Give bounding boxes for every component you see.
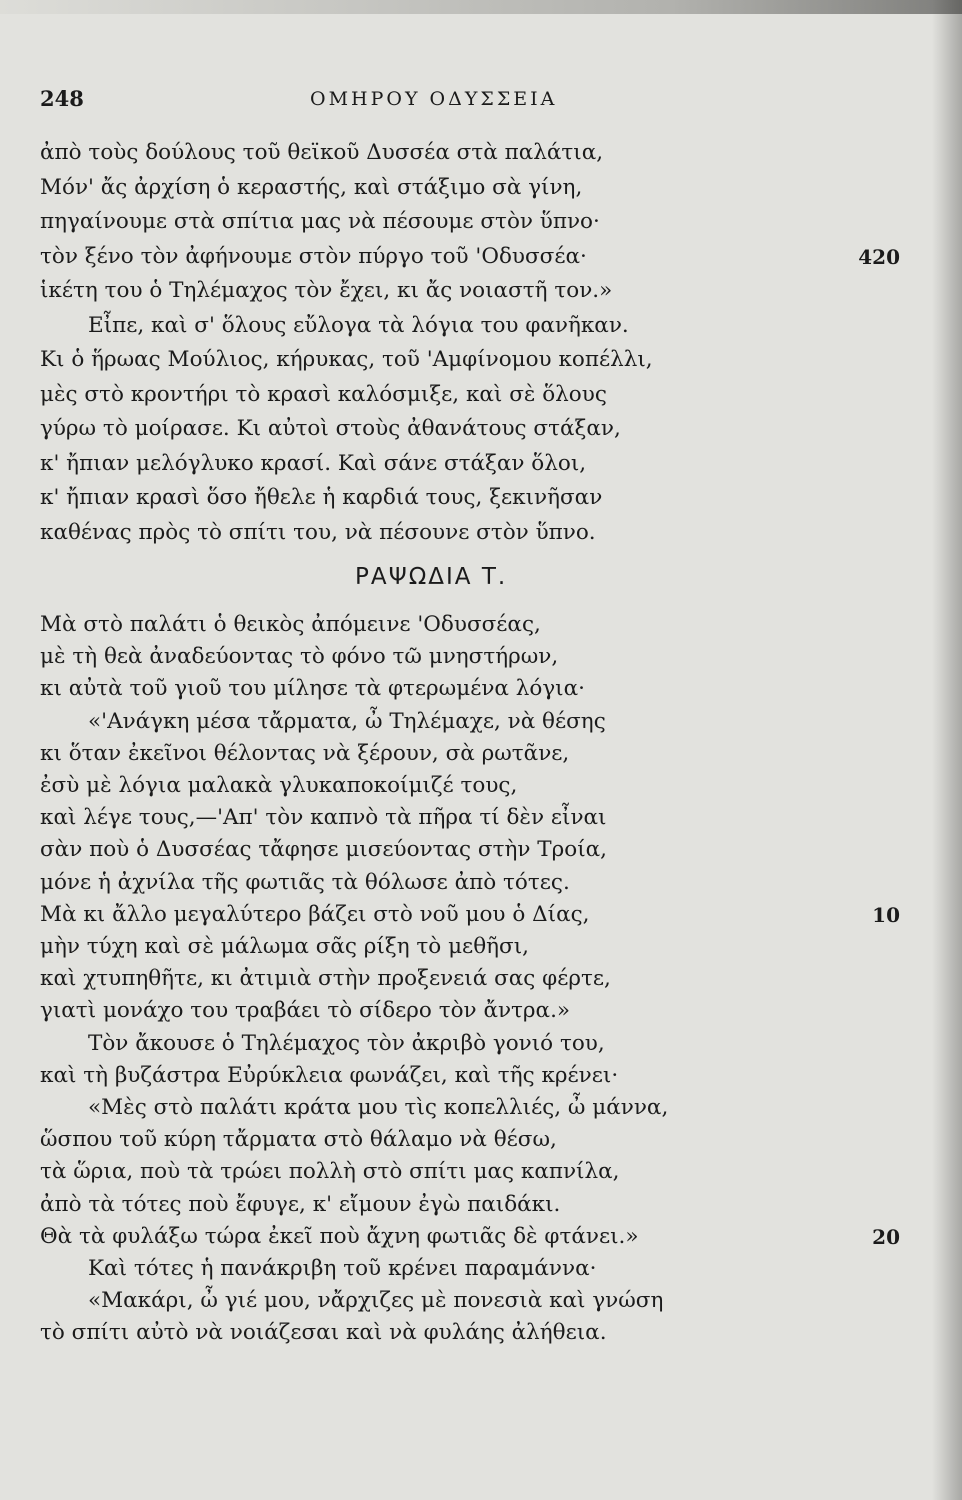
verse-line: τὸν ξένο τὸν ἀφήνουμε στὸν πύργο τοῦ 'Οδυσσέα· [40, 243, 587, 269]
verse-line: «'Ανάγκη μέσα τἄρματα, ὦ Τηλέμαχε, νὰ θέσης [88, 708, 606, 734]
book-page [40, 86, 900, 1346]
verse-line: τὸ σπίτι αὐτὸ νὰ νοιάζεσαι καὶ νὰ φυλάης ἀλήθεια. [40, 1320, 607, 1346]
line-number: 420 [858, 244, 900, 269]
verse-line: ὥσπου τοῦ κύρη τἄρματα στὸ θάλαμο νὰ θέσω, [40, 1127, 557, 1153]
verse-line: μόνε ἡ ἀχνίλα τῆς φωτιᾶς τὰ θόλωσε ἀπὸ τότες. [40, 869, 570, 895]
verse-line: μὴν τύχη καὶ σὲ μάλωμα σᾶς ρίξη τὸ μεθῆσι, [40, 934, 529, 959]
verse-line: πηγαίνουμε στὰ σπίτια μας νὰ πέσουμε στὸν ὕπνο· [40, 209, 600, 234]
verse-line: Μόν' ἄς ἀρχίση ὁ κεραστής, καὶ στάξιμο σὰ γίνη, [40, 174, 583, 200]
section-title: ΡΑΨΩΔΙΑ Τ. [355, 564, 508, 590]
verse-line: κ' ἤπιαν κρασὶ ὅσο ἤθελε ἡ καρδιά τους, ξεκινῆσαν [40, 485, 603, 510]
running-title: ΟΜΗΡΟΥ ΟΔΥΣΣΕΙΑ [310, 88, 558, 110]
verse-line: ἀπὸ τοὺς δούλους τοῦ θεϊκοῦ Δυσσέα στὰ παλάτια, [40, 140, 604, 165]
verse-line: Καὶ τότες ἡ πανάκριβη τοῦ κρένει παραμάννα· [88, 1256, 597, 1281]
verse-line: Μὰ κι ἄλλο μεγαλύτερο βάζει στὸ νοῦ μου ὁ Δίας, [40, 901, 590, 927]
verse-line: Μὰ στὸ παλάτι ὁ θεικὸς ἀπόμεινε 'Οδυσσέας, [40, 612, 541, 637]
verse-line: καὶ τὴ βυζάστρα Εὐρύκλεια φωνάζει, καὶ τῆς κρένει· [40, 1062, 619, 1088]
verse-line: Θὰ τὰ φυλάξω τώρα ἐκεῖ ποὺ ἄχνη φωτιᾶς δὲ φτάνει.» [40, 1223, 639, 1249]
verse-line: Εἶπε, καὶ σ' ὅλους εὔλογα τὰ λόγια του φανῆκαν. [88, 312, 629, 338]
scan-edge-right [932, 0, 962, 1500]
scan-edge-top [0, 0, 962, 14]
verse-line: μὲ τὴ θεὰ ἀναδεύοντας τὸ φόνο τῶ μνηστήρων, [40, 644, 559, 670]
verse-line: Τὸν ἄκουσε ὁ Τηλέμαχος τὸν ἀκριβὸ γονιό του, [88, 1030, 605, 1056]
verse-line: κι αὐτὰ τοῦ γιοῦ του μίλησε τὰ φτερωμένα λόγια· [40, 676, 585, 702]
verse-line: γύρω τὸ μοίρασε. Κι αὐτοὶ στοὺς ἀθανάτους στάξαν, [40, 416, 621, 441]
verse-line: κ' ἤπιαν μελόγλυκο κρασί. Καὶ σάνε στάξαν ὅλοι, [40, 450, 587, 476]
verse-line: γιατὶ μονάχο του τραβάει τὸ σίδερο τὸν ἄντρα.» [40, 998, 571, 1024]
verse-line: ἀπὸ τὰ τότες ποὺ ἔφυγε, κ' εἴμουν ἐγὼ παιδάκι. [40, 1191, 561, 1217]
page-header [40, 86, 900, 116]
verse-line: Κι ὁ ἥρωας Μούλιος, κήρυκας, τοῦ 'Αμφίνομου κοπέλλι, [40, 347, 653, 372]
verse-line: «Μὲς στὸ παλάτι κράτα μου τὶς κοπελλιές, ὦ μάννα, [88, 1095, 669, 1120]
verse-line: καθένας πρὸς τὸ σπίτι του, νὰ πέσουνε στὸν ὕπνο. [40, 519, 596, 545]
verse-line: κι ὅταν ἐκεῖνοι θέλοντας νὰ ξέρουν, σὰ ρωτᾶνε, [40, 740, 570, 766]
verse-line: καὶ χτυπηθῆτε, κι ἀτιμιὰ στὴν προξενειά σας φέρτε, [40, 966, 611, 992]
verse-line: καὶ λέγε τους,—'Απ' τὸν καπνὸ τὰ πῆρα τί δὲν εἶναι [40, 805, 607, 831]
line-number: 20 [872, 1224, 900, 1249]
verse-line: μὲς στὸ κροντήρι τὸ κρασὶ καλόσμιξε, καὶ σὲ ὅλους [40, 381, 607, 407]
verse-line: ἱκέτη του ὁ Τηλέμαχος τὸν ἔχει, κι ἄς νοιαστῆ τον.» [40, 278, 613, 303]
verse-line: τὰ ὥρια, ποὺ τὰ τρώει πολλὴ στὸ σπίτι μας καπνίλα, [40, 1159, 620, 1185]
line-number: 10 [872, 902, 900, 927]
verse-line: «Μακάρι, ὦ γιέ μου, νἄρχιζες μὲ πονεσιὰ καὶ γνώση [88, 1288, 664, 1314]
verse-line: σὰν ποὺ ὁ Δυσσέας τἄφησε μισεύοντας στὴν Τροία, [40, 837, 607, 863]
verse-line: ἐσὺ μὲ λόγια μαλακὰ γλυκαποκοίμιζέ τους, [40, 773, 518, 798]
page-number: 248 [40, 86, 84, 111]
